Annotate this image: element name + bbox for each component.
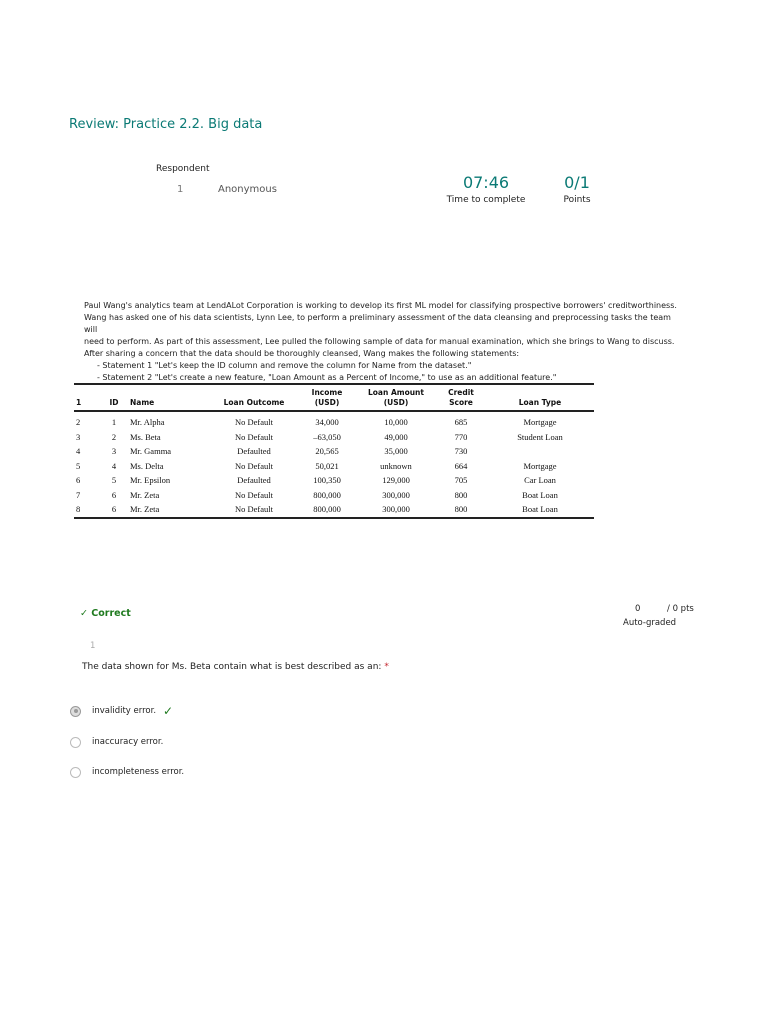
grading-method: Auto-graded	[623, 618, 677, 628]
table-cell: 5	[76, 460, 81, 471]
table-cell: 300,000	[382, 504, 410, 514]
table-cell: 705	[454, 475, 468, 485]
table-cell: unknown	[380, 460, 412, 471]
correct-checkmark-icon: ✓	[163, 704, 174, 718]
points-possible: / 0 pts	[667, 604, 694, 614]
table-row	[74, 444, 594, 459]
table-cell: Boat Loan	[522, 489, 558, 500]
table-row	[74, 459, 594, 474]
loan-data-table	[74, 383, 594, 519]
table-cell: –63,050	[313, 431, 341, 442]
table-cell: 100,350	[313, 475, 341, 485]
table-cell: No Default	[234, 489, 273, 500]
correct-label: Correct	[91, 608, 131, 619]
table-cell: 2	[76, 417, 81, 427]
table-row	[74, 473, 594, 488]
table-cell: 3	[76, 431, 81, 442]
points-earned: 0	[635, 604, 641, 614]
table-cell: 50,021	[315, 460, 339, 471]
table-cell: Car Loan	[524, 475, 556, 485]
passage-line: Wang has asked one of his data scientists, Lynn Lee, to perform a preliminary assessment of the data cleansing and preprocessing tasks the team will	[84, 313, 671, 334]
passage-line: After sharing a concern that the data should be thoroughly cleansed, Wang makes the following statements:	[84, 349, 520, 358]
table-cell: 6	[76, 475, 81, 485]
table-cell: Mortgage	[523, 460, 557, 471]
table-row	[74, 502, 594, 518]
table-cell: 4	[76, 446, 81, 456]
required-marker: *	[384, 662, 389, 672]
checkmark-icon: ✓	[80, 608, 88, 619]
passage-line: Paul Wang's analytics team at LendALot Corporation is working to develop its first ML model for classifying prospective borrowers' creditworthiness.	[84, 301, 677, 310]
table-cell: Boat Loan	[522, 504, 558, 514]
table-cell: 20,565	[315, 446, 339, 456]
table-cell: 800,000	[313, 504, 341, 514]
column-header: 1	[74, 384, 100, 411]
column-header: Loan Type	[486, 384, 594, 411]
column-header: ID	[100, 384, 128, 411]
table-cell: 7	[76, 489, 81, 500]
radio-selected-icon[interactable]	[70, 706, 81, 717]
table-cell: 664	[454, 460, 468, 471]
table-cell: 800,000	[313, 489, 341, 500]
table-cell: Mortgage	[523, 417, 557, 427]
table-cell: Mr. Zeta	[130, 489, 160, 500]
table-cell: 6	[111, 504, 117, 514]
table-cell	[486, 444, 594, 459]
table-cell: 6	[111, 489, 117, 500]
table-cell: Student Loan	[517, 431, 563, 442]
option-label: incompleteness error.	[92, 767, 185, 777]
table-header-row	[74, 384, 594, 411]
answer-option-incompleteness[interactable]	[70, 765, 184, 779]
question-text	[82, 662, 389, 672]
table-row	[74, 430, 594, 445]
column-header: Credit Score	[436, 384, 486, 411]
table-cell: 1	[111, 417, 117, 427]
page-title: Review: Practice 2.2. Big data	[69, 117, 263, 132]
table-cell: 770	[454, 431, 468, 442]
table-cell: 4	[111, 460, 117, 471]
table-cell: 8	[76, 504, 81, 514]
table-row	[74, 488, 594, 503]
table-row	[74, 411, 594, 430]
table-cell: 3	[111, 446, 117, 456]
table-cell: Defaulted	[237, 475, 271, 485]
table-cell: Ms. Beta	[130, 431, 161, 442]
time-value: 07:46	[462, 173, 510, 192]
table-cell: No Default	[234, 504, 273, 514]
option-label: invalidity error.	[92, 706, 157, 716]
table-cell: Mr. Gamma	[130, 446, 172, 456]
passage-line: need to perform. As part of this assessment, Lee pulled the following sample of data for manual examination, which she brings to Wang to discuss.	[84, 337, 675, 346]
time-stat	[446, 173, 526, 205]
table-cell: 2	[111, 431, 117, 442]
table-cell: 730	[454, 446, 468, 456]
time-caption: Time to complete	[446, 195, 526, 205]
radio-icon[interactable]	[70, 737, 81, 748]
statement-2: - Statement 2 "Let's create a new feature, "Loan Amount as a Percent of Income," to use as an additional feature."	[97, 373, 557, 382]
table-cell: 10,000	[384, 417, 408, 427]
respondent-name: Anonymous	[218, 184, 277, 195]
column-header: Loan Outcome	[210, 384, 298, 411]
statement-1: - Statement 1 "Let's keep the ID column and remove the column for Name from the dataset."	[97, 361, 472, 370]
question-passage	[84, 300, 684, 384]
correct-status	[80, 608, 131, 619]
table-cell: 5	[111, 475, 117, 485]
respondent-number: 1	[177, 184, 184, 195]
table-cell: Mr. Zeta	[130, 504, 160, 514]
table-cell: Mr. Epsilon	[130, 475, 171, 485]
table-cell: Mr. Alpha	[130, 417, 165, 427]
table-cell: Ms. Delta	[130, 460, 164, 471]
table-cell: 49,000	[384, 431, 408, 442]
table-cell: 800	[454, 489, 468, 500]
table-cell: 800	[454, 504, 468, 514]
respondent-label: Respondent	[156, 164, 210, 174]
table-cell: No Default	[234, 431, 273, 442]
table-cell: 35,000	[384, 446, 408, 456]
option-label: inaccuracy error.	[92, 737, 164, 747]
question-number: 1	[90, 641, 96, 651]
table-cell: 129,000	[382, 475, 410, 485]
table-cell: No Default	[234, 460, 273, 471]
column-header: Income (USD)	[298, 384, 356, 411]
table-cell: 34,000	[315, 417, 339, 427]
table-cell: 685	[454, 417, 468, 427]
table-cell: Defaulted	[237, 446, 271, 456]
radio-icon[interactable]	[70, 767, 81, 778]
answer-option-inaccuracy[interactable]	[70, 735, 163, 749]
answer-option-invalidity[interactable]	[70, 704, 173, 718]
column-header: Loan Amount (USD)	[356, 384, 436, 411]
points-value: 0/1	[564, 173, 590, 192]
points-caption: Points	[563, 195, 591, 205]
column-header: Name	[128, 384, 210, 411]
points-stat	[547, 173, 607, 205]
table-cell: No Default	[234, 417, 273, 427]
table-cell: 300,000	[382, 489, 410, 500]
question-prompt: The data shown for Ms. Beta contain what is best described as an:	[82, 662, 382, 672]
